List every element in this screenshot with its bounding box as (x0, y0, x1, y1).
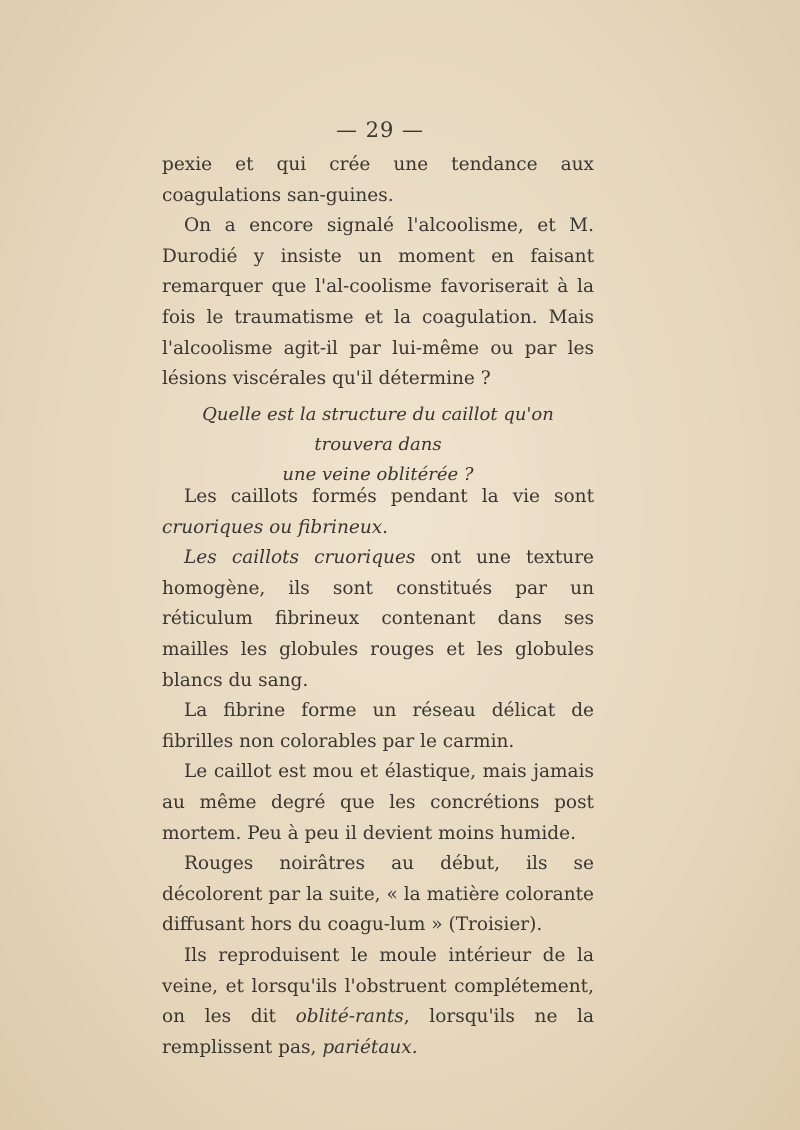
paragraph-continuation: pexie et qui crée une tendance aux coagulations san-guines. (162, 154, 594, 206)
section-heading-line-2: une veine oblitérée ? (282, 464, 474, 485)
page-number: — 29 — (335, 118, 425, 142)
paragraph-text: ont une texture homogène, ils sont constitués par un réticulum fibrineux contenant dans ses mailles les globules rouges et les globules blancs du sang. (162, 547, 594, 691)
paragraph-caillots-cruoriques (162, 543, 594, 696)
paragraph-moule-interieur (162, 941, 594, 1063)
italic-term: cruoriques ou fibrineux. (162, 516, 389, 538)
section-heading (162, 400, 594, 490)
italic-term: oblité-rants (295, 1006, 404, 1028)
section-heading-line-1: Quelle est la structure du caillot qu'on trouvera dans (202, 404, 554, 455)
paragraph-rouges-noiratres: Rouges noirâtres au début, ils se décolorent par la suite, « la matière colorante diffusant hors du coagu-lum » (Troisier). (162, 853, 594, 936)
paragraph-caillot-mou: Le caillot est mou et élastique, mais jamais au même degré que les concrétions post mortem. Peu à peu il devient moins humide. (162, 761, 594, 844)
paragraph-text: Les caillots formés pendant la vie sont (184, 486, 594, 507)
intro-text (162, 150, 594, 395)
italic-term: Les caillots cruoriques (184, 547, 416, 569)
body-text (162, 482, 594, 1063)
italic-term: pariétaux. (322, 1036, 418, 1058)
paragraph-caillots-types (162, 482, 594, 543)
paragraph-text: Ils reproduisent le moule intérieur de la veine, et lorsqu'ils l'obstruent complétement, on les dit (162, 944, 594, 1028)
paragraph-fibrine: La fibrine forme un réseau délicat de fibrilles non colorables par le carmin. (162, 700, 594, 752)
paragraph-text: , lorsqu'ils ne la remplissent pas, (162, 1006, 594, 1058)
paragraph-alcoolisme: On a encore signalé l'alcoolisme, et M. Durodié y insiste un moment en faisant remarquer que l'al-coolisme favoriserait à la fois le traumatisme et la coagulation. Mais l'alcoolisme agit-il par lui-même ou par les lésions viscérales qu'il détermine ? (162, 215, 594, 390)
